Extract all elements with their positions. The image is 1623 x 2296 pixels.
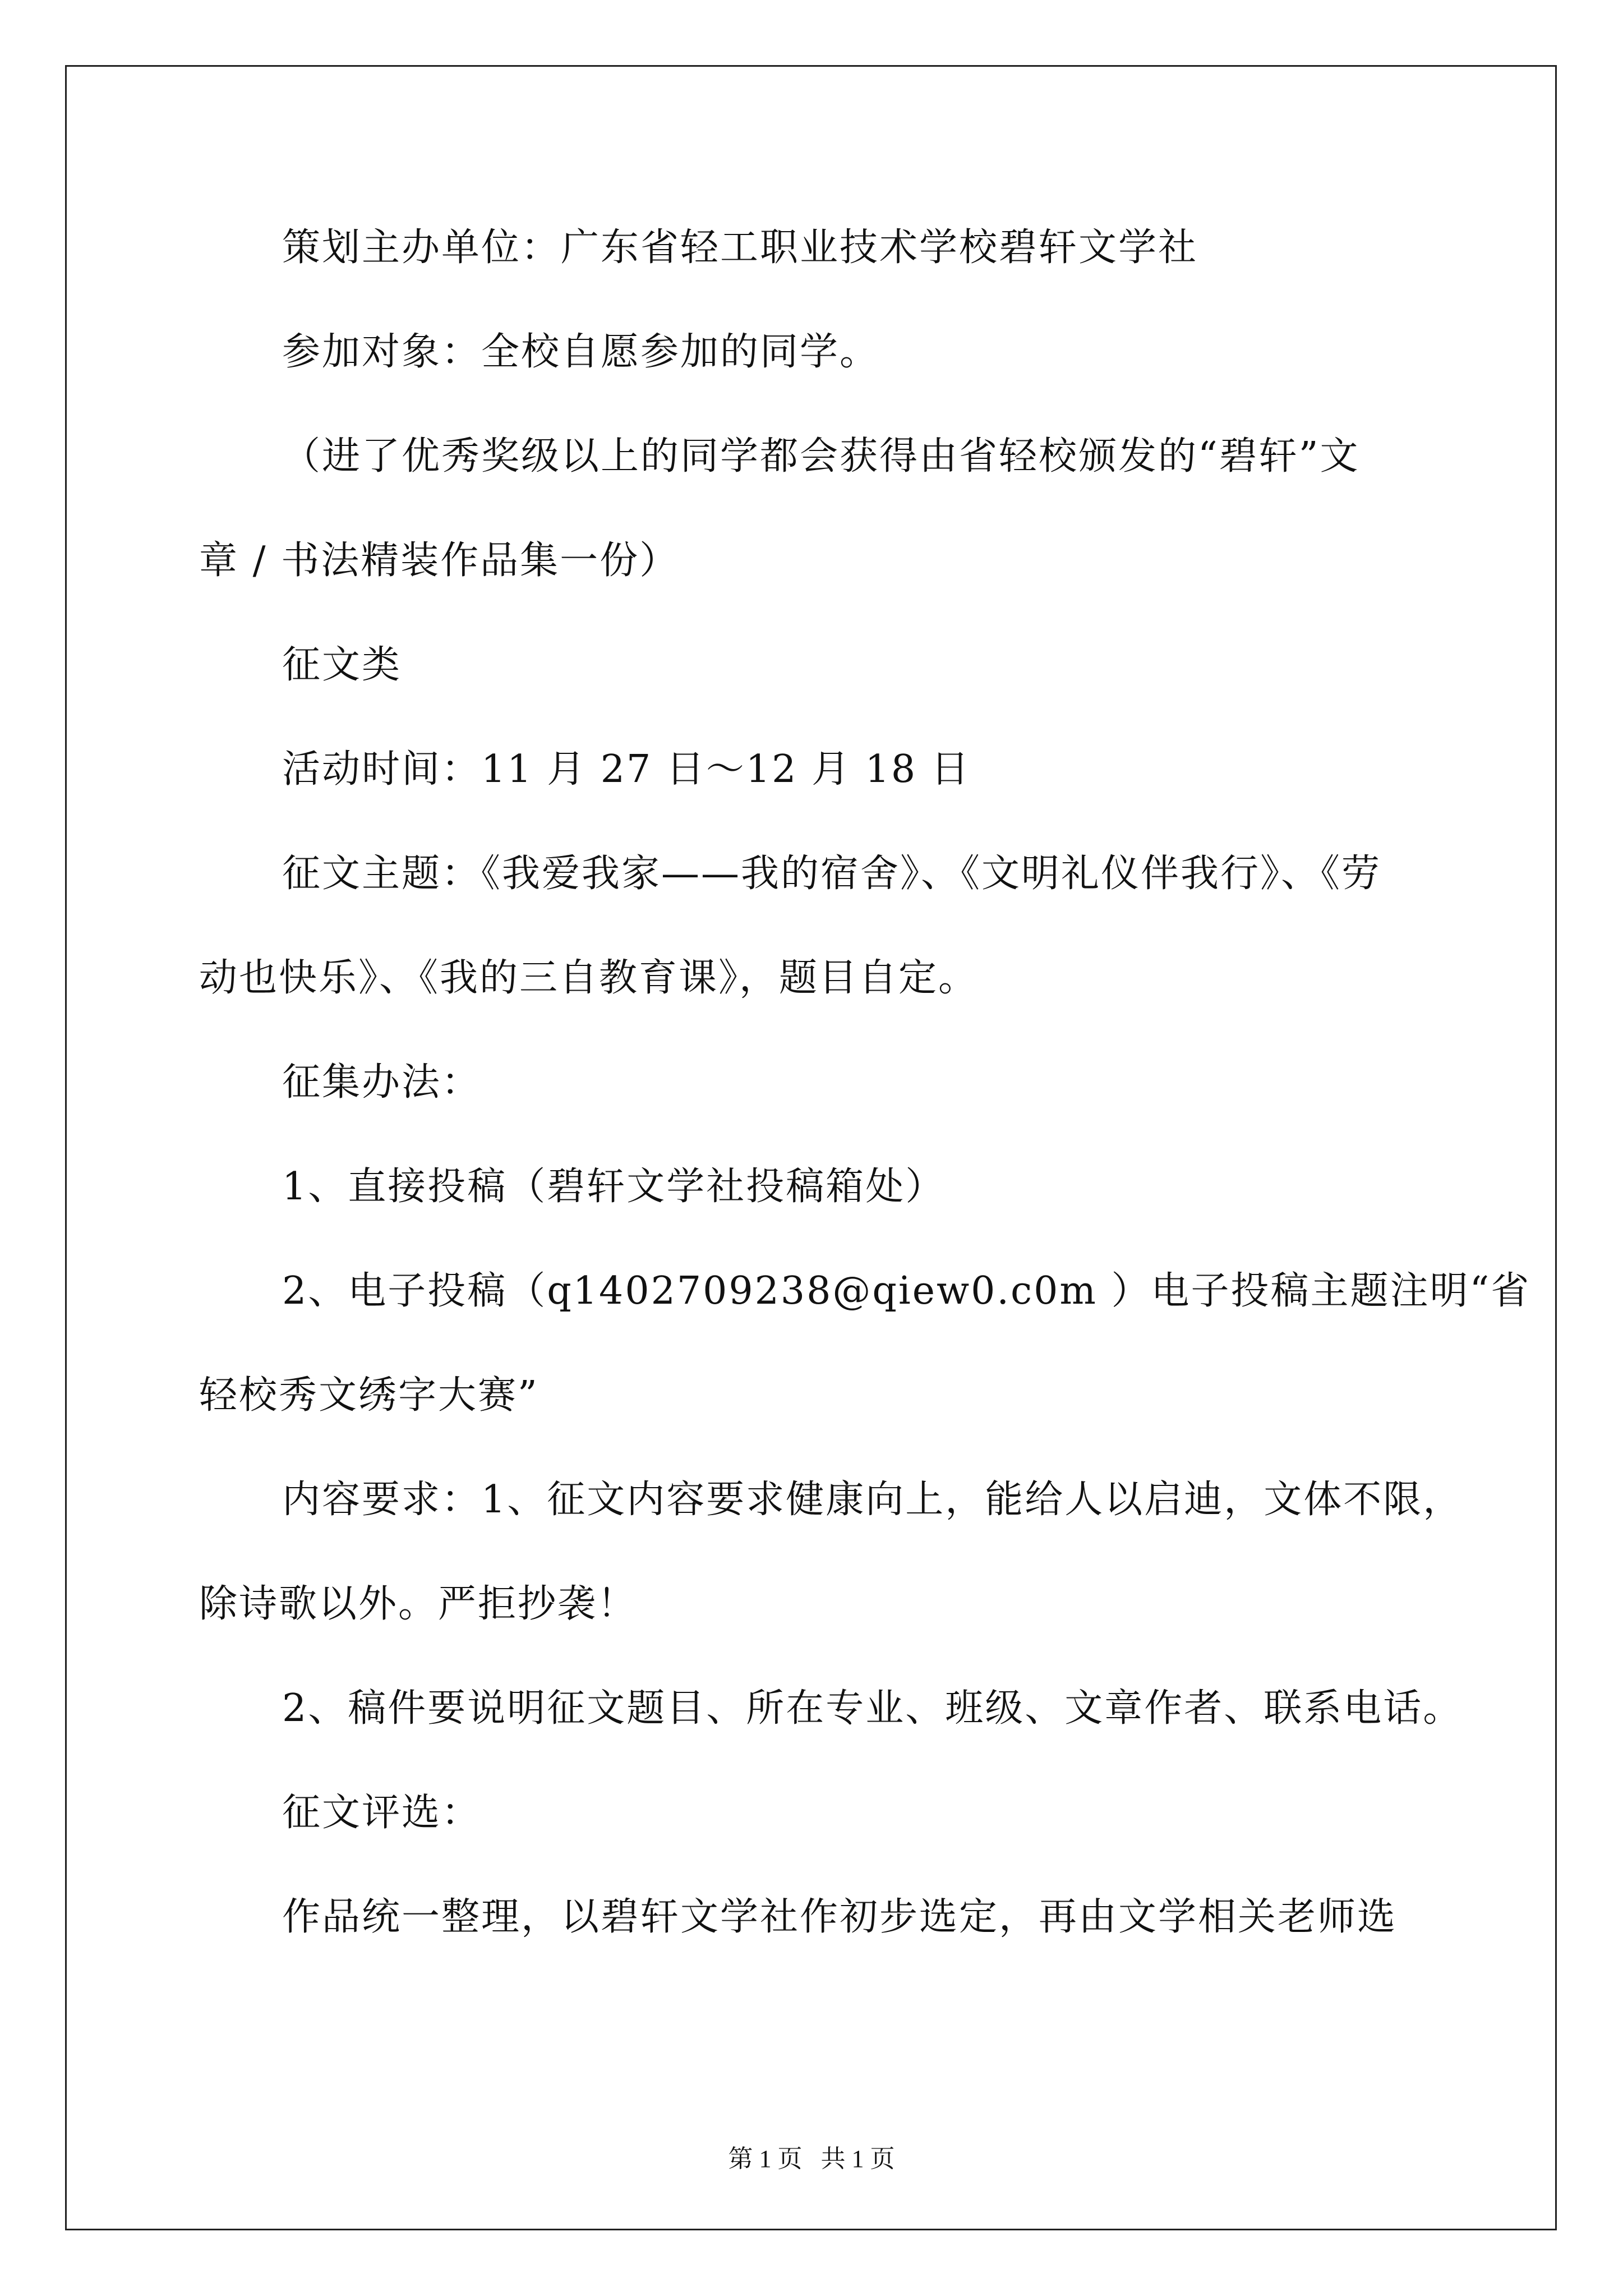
section-heading-essay: 征文类: [282, 643, 402, 687]
paragraph-collection-method: 征集办法：: [282, 1060, 482, 1105]
paragraph-activity-time: 活动时间：11 月 27 日～12 月 18 日: [282, 747, 971, 792]
page-number-footer: 第 1 页 共 1 页: [728, 2145, 895, 2173]
paragraph-selection-process: 作品统一整理，以碧轩文学社作初步选定，再由文学相关老师选: [282, 1895, 1398, 1939]
paragraph-participants: 参加对象：全校自愿参加的同学。: [282, 330, 880, 374]
paragraph-essay-selection: 征文评选：: [282, 1791, 482, 1835]
list-item-manuscript-info: 2、稿件要说明征文题目、所在专业、班级、文章作者、联系电话。: [282, 1686, 1463, 1731]
paragraph-organizer: 策划主办单位：广东省轻工职业技术学校碧轩文学社: [282, 226, 1198, 270]
paragraph-content-requirements: 内容要求：1、征文内容要求健康向上，能给人以启迪，文体不限，: [282, 1478, 1463, 1522]
paragraph-award-note: （进了优秀奖级以上的同学都会获得由省轻校颁发的“碧轩”文: [282, 434, 1360, 478]
paragraph-award-note-cont: 章 / 书法精装作品集一份）: [199, 539, 680, 583]
paragraph-essay-theme-cont: 动也快乐》、《我的三自教育课》，题目自定。: [199, 956, 979, 1000]
list-item-direct-submission: 1、直接投稿（碧轩文学社投稿箱处）: [282, 1165, 946, 1209]
list-item-email-submission: 2、电子投稿（q1402709238@qiew0.c0m ）电子投稿主题注明“省: [282, 1269, 1531, 1313]
paragraph-essay-theme: 征文主题：《我爱我家——我的宿舍》、《文明礼仪伴我行》、《劳: [282, 852, 1382, 896]
list-item-email-submission-cont: 轻校秀文绣字大赛”: [199, 1373, 539, 1418]
paragraph-content-requirements-cont: 除诗歌以外。严拒抄袭！: [199, 1582, 638, 1626]
